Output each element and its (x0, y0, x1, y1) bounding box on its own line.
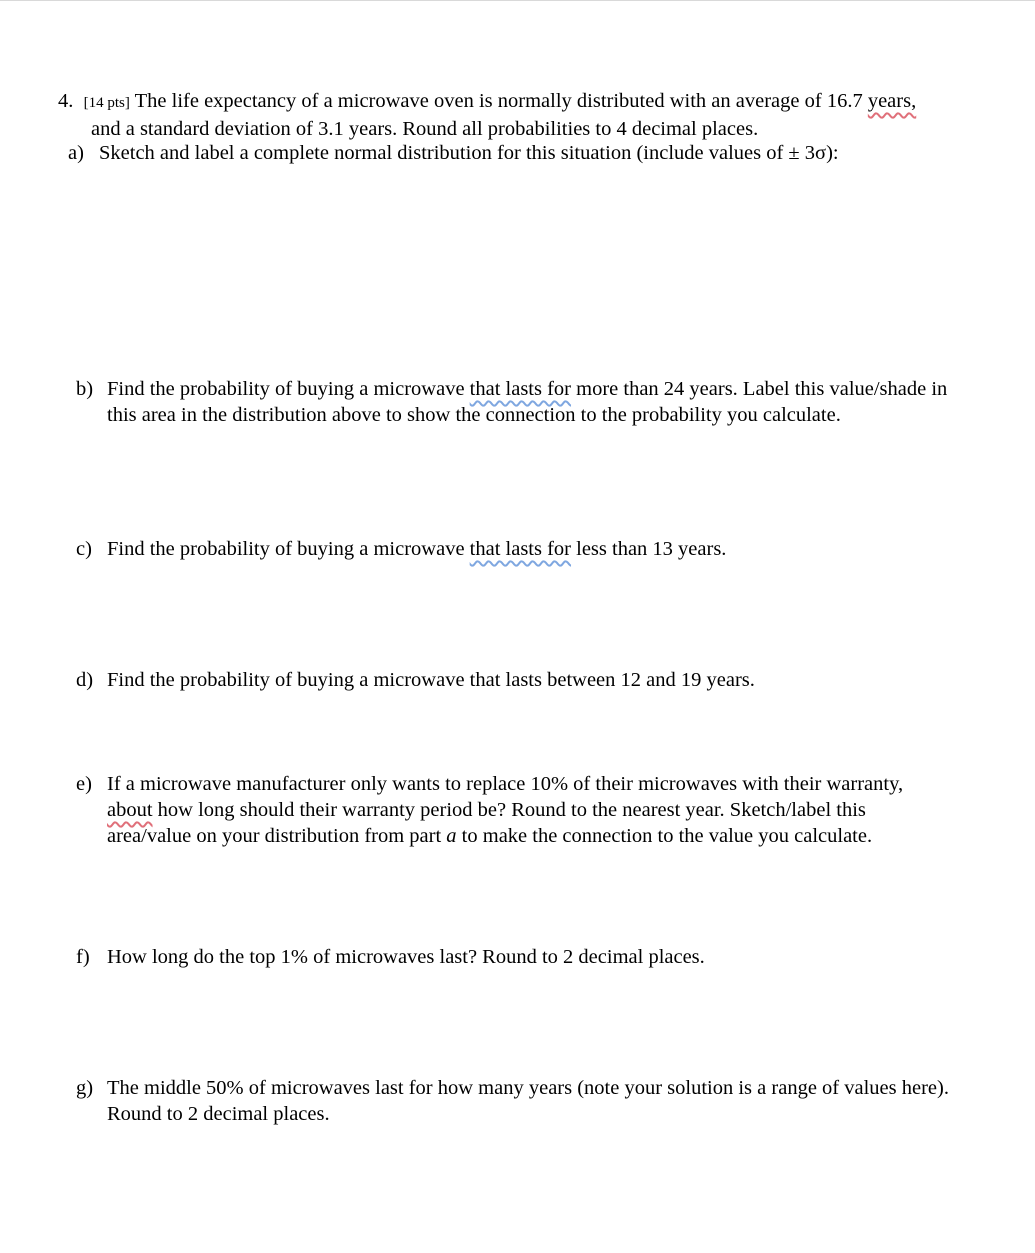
part-e-line-2: how long should their warranty period be? Round to the nearest year. Sketch/label this (152, 799, 866, 821)
points-badge: [14 pts] (83, 95, 130, 111)
part-b: b) Find the probability of buying a microwave that lasts for more than 24 years. Label this value/shade in this area in the distribution above to show the connection to the probability you calculate. (76, 378, 948, 426)
part-f-label: f) (76, 946, 90, 968)
part-g-label: g) (76, 1077, 94, 1099)
spell-flag-about: about (107, 799, 153, 821)
question-number: 4. (58, 90, 74, 112)
part-a (68, 140, 839, 166)
question-line-1: The life expectancy of a microwave oven is normally distributed with an average of 16.7 (129, 90, 868, 112)
question-4 (58, 88, 916, 142)
part-b-line-2: this area in the distribution above to show the connection to the probability you calculate. (107, 404, 841, 426)
part-b-label: b) (76, 378, 94, 400)
part-d-label: d) (76, 669, 94, 691)
part-g-line-2: Round to 2 decimal places. (107, 1103, 330, 1125)
part-c-label: c) (76, 538, 92, 560)
part-d (76, 667, 755, 693)
part-e: e) If a microwave manufacturer only wants to replace 10% of their microwaves with their warranty, about how long should their warranty period be? Round to the nearest year. Sketch/label this area/value on your distribution from part a to make the connection to the value you calculate. (76, 773, 904, 847)
part-a-label: a) (68, 142, 84, 164)
part-f (76, 944, 705, 970)
spell-flag-years: years, (867, 90, 917, 112)
part-b-line-1: Find the probability of buying a microwave (107, 378, 470, 400)
grammar-flag-lasts-for: that lasts for (469, 538, 572, 560)
part-a-text: Sketch and label a complete normal distribution for this situation (include values of ± 3σ): (99, 142, 839, 164)
part-c: c) Find the probability of buying a microwave that lasts for less than 13 years. (76, 538, 727, 560)
part-e-line-3: area/value on your distribution from part (107, 825, 447, 847)
top-border (0, 0, 1035, 1)
part-e-line-1: If a microwave manufacturer only wants to replace 10% of their microwaves with their warranty, (107, 773, 904, 795)
part-g (76, 1075, 949, 1125)
part-e-label: e) (76, 773, 92, 795)
question-line-2: and a standard deviation of 3.1 years. Round all probabilities to 4 decimal places. (91, 118, 759, 140)
grammar-flag-lasts-for: that lasts for (469, 378, 572, 400)
part-d-text: Find the probability of buying a microwave that lasts between 12 and 19 years. (107, 669, 755, 691)
part-g-line-1: The middle 50% of microwaves last for how many years (note your solution is a range of values here). (107, 1077, 949, 1099)
part-f-text: How long do the top 1% of microwaves last? Round to 2 decimal places. (107, 946, 705, 968)
part-c-text: Find the probability of buying a microwave (107, 538, 470, 560)
